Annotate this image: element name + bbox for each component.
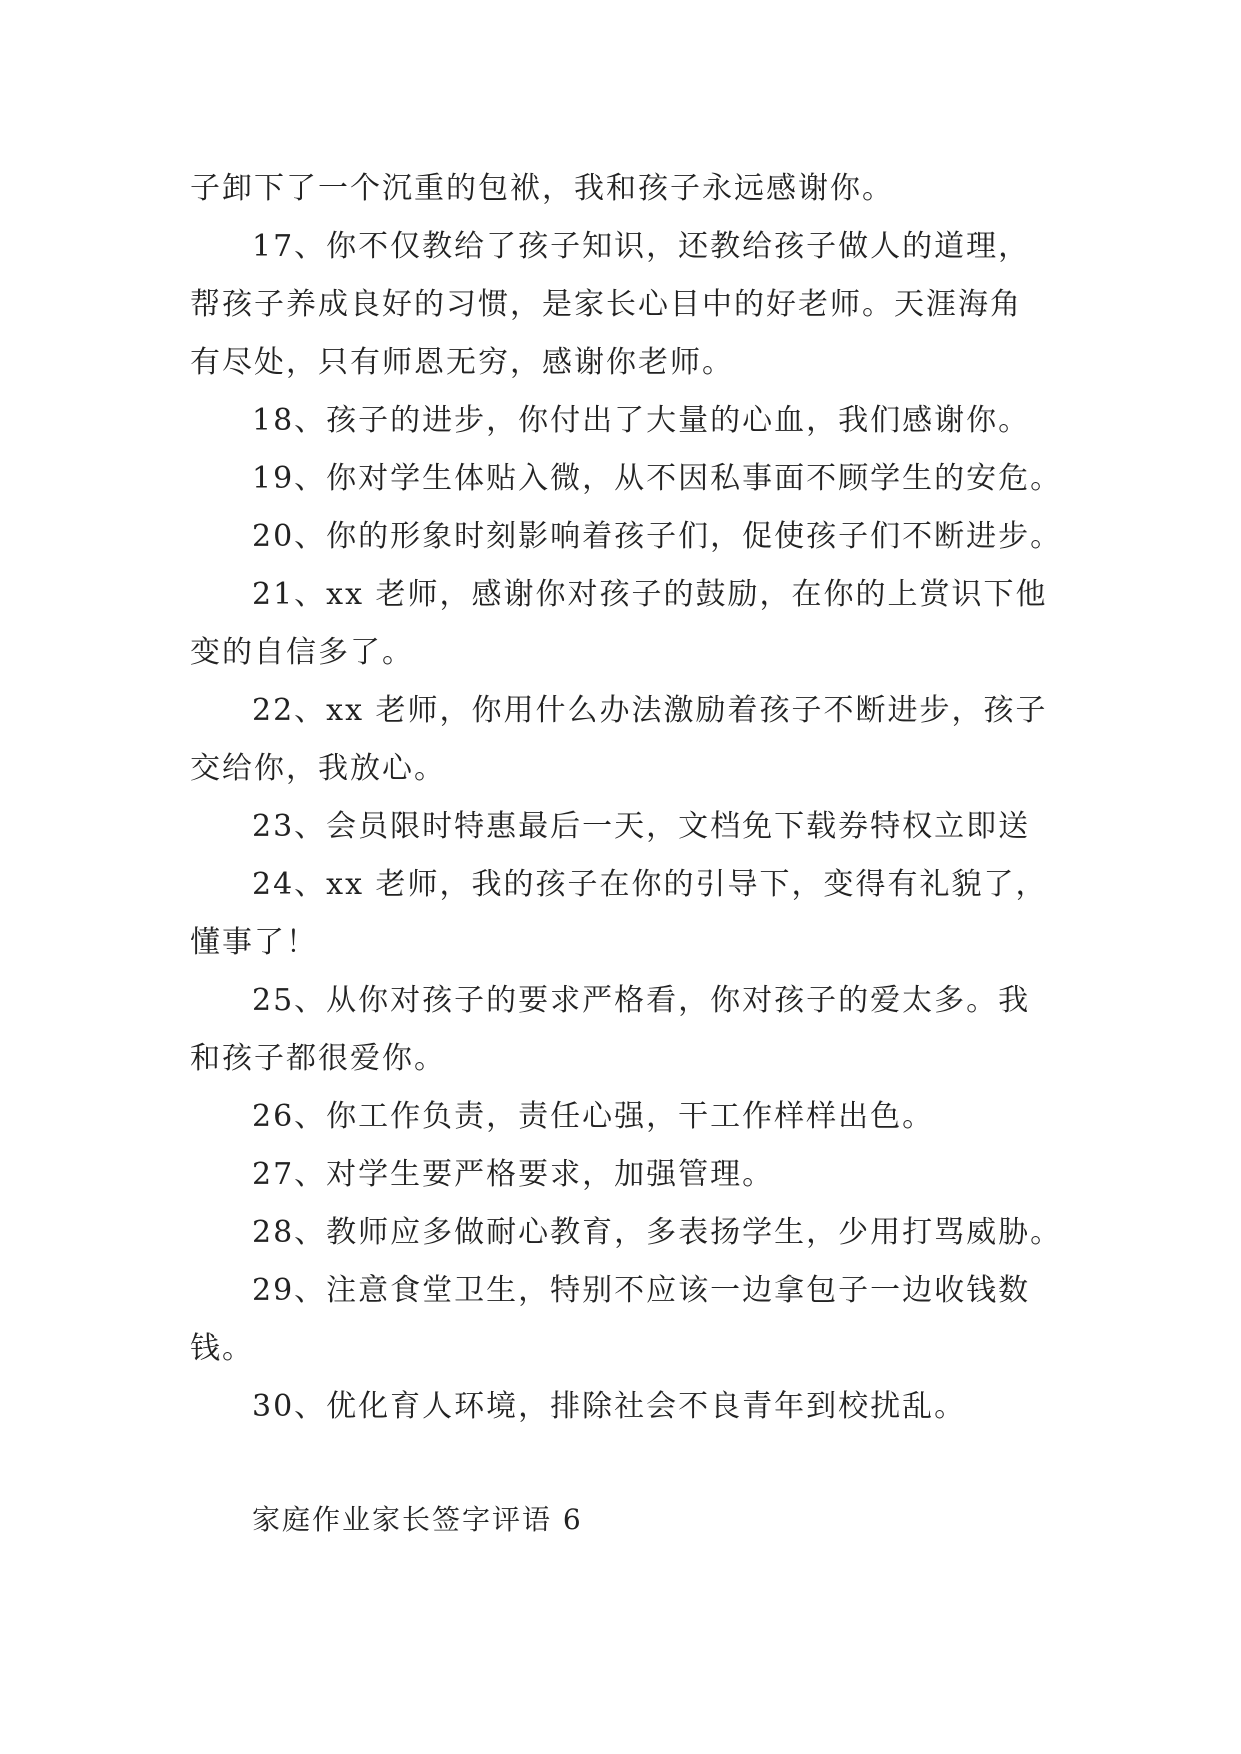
paragraph-line: 22、xx 老师，你用什么办法激励着孩子不断进步，孩子 <box>252 693 1048 728</box>
paragraph-line: 26、你工作负责，责任心强，干工作样样出色。 <box>252 1099 935 1134</box>
paragraph-line: 帮孩子养成良好的习惯，是家长心目中的好老师。天涯海角 <box>190 287 1022 322</box>
paragraph-line: 19、你对学生体贴入微，从不因私事面不顾学生的安危。 <box>252 461 1063 496</box>
paragraph-line: 20、你的形象时刻影响着孩子们，促使孩子们不断进步。 <box>252 519 1063 554</box>
paragraph-line: 和孩子都很爱你。 <box>190 1041 446 1076</box>
paragraph-line: 交给你，我放心。 <box>190 751 446 786</box>
paragraph-line: 23、会员限时特惠最后一天，文档免下载券特权立即送 <box>252 809 1031 844</box>
paragraph-line: 27、对学生要严格要求，加强管理。 <box>252 1157 775 1192</box>
paragraph-line: 有尽处，只有师恩无穷，感谢你老师。 <box>190 345 734 380</box>
paragraph-line: 25、从你对孩子的要求严格看，你对孩子的爱太多。我 <box>252 983 1031 1018</box>
paragraph-line: 24、xx 老师，我的孩子在你的引导下，变得有礼貌了， <box>252 867 1048 902</box>
document-body <box>190 160 1063 1436</box>
paragraph-line: 17、你不仅教给了孩子知识，还教给孩子做人的道理， <box>252 229 1031 264</box>
paragraph-line: 懂事了！ <box>190 925 318 960</box>
paragraph-line: 21、xx 老师，感谢你对孩子的鼓励，在你的上赏识下他 <box>252 577 1048 612</box>
paragraph-line: 18、孩子的进步，你付出了大量的心血，我们感谢你。 <box>252 403 1031 438</box>
section-title: 家庭作业家长签字评语 6 <box>252 1503 583 1536</box>
paragraph-line: 28、教师应多做耐心教育，多表扬学生，少用打骂威胁。 <box>252 1215 1063 1250</box>
paragraph-line: 子卸下了一个沉重的包袱，我和孩子永远感谢你。 <box>190 171 894 206</box>
paragraph-line: 30、优化育人环境，排除社会不良青年到校扰乱。 <box>252 1389 967 1424</box>
paragraph-line: 29、注意食堂卫生，特别不应该一边拿包子一边收钱数 <box>252 1273 1031 1308</box>
paragraph-line: 变的自信多了。 <box>190 635 414 670</box>
paragraph-line: 钱。 <box>190 1331 254 1366</box>
